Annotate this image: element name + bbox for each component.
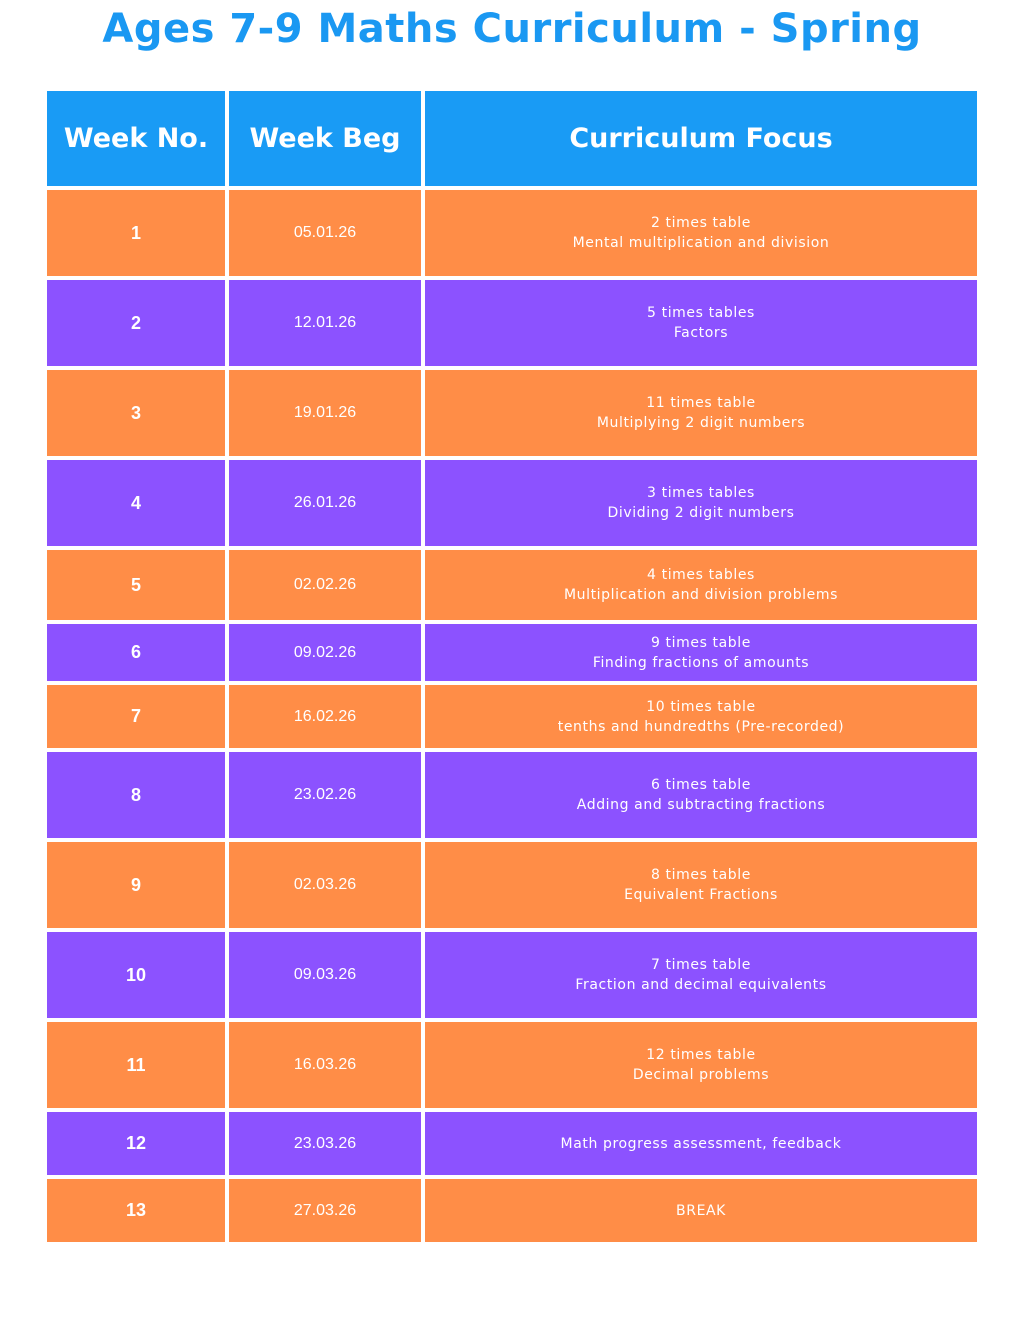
table-row bbox=[47, 460, 977, 546]
week-number-cell: 13 bbox=[47, 1179, 225, 1242]
table-row bbox=[47, 685, 977, 748]
curriculum-focus-cell bbox=[425, 550, 977, 620]
curriculum-focus-cell bbox=[425, 1022, 977, 1108]
curriculum-focus-cell bbox=[425, 190, 977, 276]
focus-line: Decimal problems bbox=[632, 1067, 770, 1083]
week-beginning-cell: 27.03.26 bbox=[229, 1179, 421, 1242]
focus-line: 10 times table bbox=[646, 698, 756, 715]
focus-line: Multiplying 2 digit numbers bbox=[596, 415, 806, 431]
focus-line: Math progress assessment, feedback bbox=[560, 1135, 842, 1152]
curriculum-focus-cell bbox=[425, 624, 977, 681]
focus-line: 9 times table bbox=[651, 634, 751, 651]
header-week-no: Week No. bbox=[47, 91, 225, 186]
week-number-cell: 8 bbox=[47, 752, 225, 838]
focus-line: BREAK bbox=[676, 1202, 726, 1219]
focus-line: 5 times tables bbox=[647, 305, 755, 321]
week-number-cell: 10 bbox=[47, 932, 225, 1018]
curriculum-focus-cell bbox=[425, 685, 977, 748]
table-row bbox=[47, 190, 977, 276]
focus-line: 4 times tables bbox=[647, 567, 755, 583]
week-beginning-cell: 26.01.26 bbox=[229, 460, 421, 546]
table-body bbox=[47, 190, 977, 1242]
focus-line: 11 times table bbox=[646, 395, 756, 411]
curriculum-focus-cell bbox=[425, 842, 977, 928]
week-number-cell: 12 bbox=[47, 1112, 225, 1175]
page-title: Ages 7-9 Maths Curriculum - Spring bbox=[102, 6, 922, 52]
week-beginning-cell: 02.03.26 bbox=[229, 842, 421, 928]
week-number-cell: 4 bbox=[47, 460, 225, 546]
week-beginning-cell: 12.01.26 bbox=[229, 280, 421, 366]
focus-line: 3 times tables bbox=[647, 485, 755, 501]
focus-line: Adding and subtracting fractions bbox=[576, 797, 826, 813]
curriculum-focus-cell bbox=[425, 752, 977, 838]
focus-line: tenths and hundredths (Pre-recorded) bbox=[557, 718, 845, 735]
week-number-cell: 1 bbox=[47, 190, 225, 276]
week-beginning-cell: 09.03.26 bbox=[229, 932, 421, 1018]
curriculum-focus-cell bbox=[425, 460, 977, 546]
focus-line: 6 times table bbox=[651, 777, 751, 793]
table-row bbox=[47, 842, 977, 928]
week-beginning-cell: 19.01.26 bbox=[229, 370, 421, 456]
week-number-cell: 2 bbox=[47, 280, 225, 366]
focus-line: Equivalent Fractions bbox=[624, 887, 778, 903]
curriculum-focus-cell bbox=[425, 370, 977, 456]
table-header-row bbox=[47, 91, 977, 186]
week-number-cell: 5 bbox=[47, 550, 225, 620]
focus-line: Mental multiplication and division bbox=[572, 235, 830, 251]
table-row bbox=[47, 1179, 977, 1242]
week-beginning-cell: 16.02.26 bbox=[229, 685, 421, 748]
table-row bbox=[47, 932, 977, 1018]
curriculum-focus-cell bbox=[425, 1179, 977, 1242]
week-number-cell: 9 bbox=[47, 842, 225, 928]
focus-line: 7 times table bbox=[651, 957, 751, 973]
week-number-cell: 7 bbox=[47, 685, 225, 748]
curriculum-focus-cell bbox=[425, 932, 977, 1018]
focus-line: Factors bbox=[673, 325, 729, 341]
week-beginning-cell: 23.03.26 bbox=[229, 1112, 421, 1175]
focus-line: Dividing 2 digit numbers bbox=[607, 505, 795, 521]
curriculum-focus-cell bbox=[425, 280, 977, 366]
week-beginning-cell: 09.02.26 bbox=[229, 624, 421, 681]
focus-line: 8 times table bbox=[651, 867, 751, 883]
week-beginning-cell: 05.01.26 bbox=[229, 190, 421, 276]
curriculum-table bbox=[47, 91, 977, 1242]
table-row bbox=[47, 624, 977, 681]
table-row bbox=[47, 370, 977, 456]
focus-line: 12 times table bbox=[646, 1047, 756, 1063]
table-row bbox=[47, 550, 977, 620]
header-week-beg: Week Beg bbox=[229, 91, 421, 186]
curriculum-focus-cell bbox=[425, 1112, 977, 1175]
table-row bbox=[47, 752, 977, 838]
table-row bbox=[47, 1112, 977, 1175]
week-number-cell: 6 bbox=[47, 624, 225, 681]
table-row bbox=[47, 280, 977, 366]
focus-line: 2 times table bbox=[651, 215, 751, 231]
week-beginning-cell: 16.03.26 bbox=[229, 1022, 421, 1108]
focus-line: Multiplication and division problems bbox=[563, 587, 839, 603]
focus-line: Fraction and decimal equivalents bbox=[575, 977, 827, 993]
week-beginning-cell: 02.02.26 bbox=[229, 550, 421, 620]
table-row bbox=[47, 1022, 977, 1108]
week-beginning-cell: 23.02.26 bbox=[229, 752, 421, 838]
week-number-cell: 3 bbox=[47, 370, 225, 456]
header-curriculum-focus: Curriculum Focus bbox=[425, 91, 977, 186]
week-number-cell: 11 bbox=[47, 1022, 225, 1108]
focus-line: Finding fractions of amounts bbox=[592, 654, 810, 671]
